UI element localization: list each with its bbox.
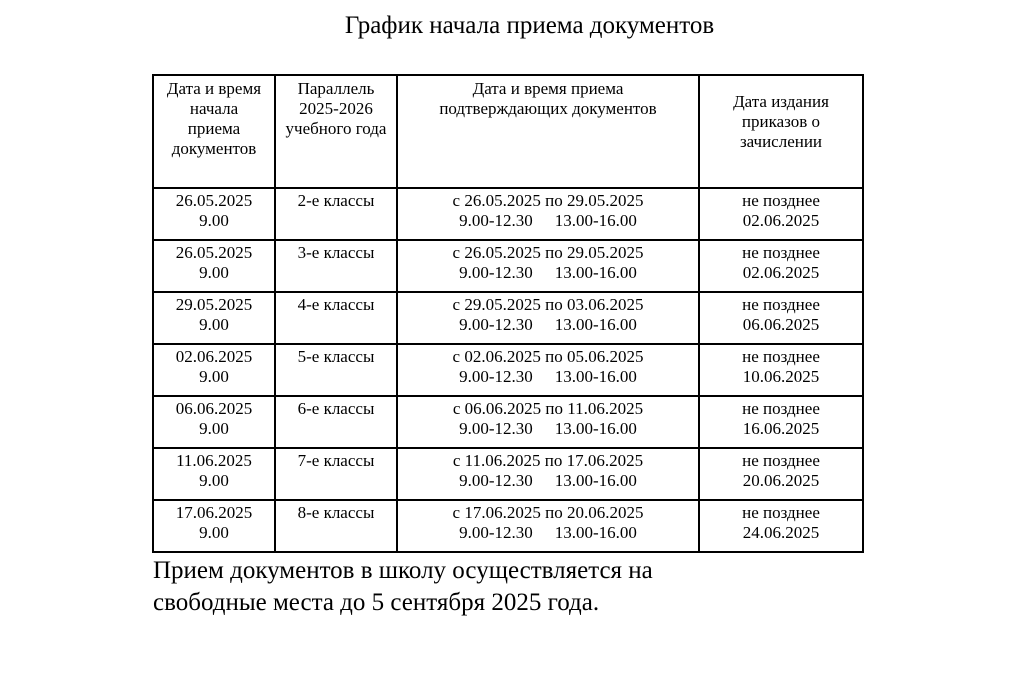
hours-morning: 9.00-12.30 (459, 471, 533, 490)
order-date: 02.06.2025 (742, 263, 820, 282)
cell-order (699, 240, 863, 292)
grade: 5-е классы (297, 347, 375, 366)
start-time: 9.00 (199, 211, 229, 230)
hours (398, 471, 698, 491)
table-row (153, 396, 863, 448)
header-line: документов (171, 139, 257, 158)
hours-afternoon: 13.00-16.00 (554, 211, 637, 230)
hours (398, 367, 698, 387)
table-row (153, 344, 863, 396)
cell-start (153, 500, 275, 552)
table-row (153, 500, 863, 552)
hours-afternoon: 13.00-16.00 (554, 419, 637, 438)
header-period (397, 75, 699, 188)
cell-period (397, 188, 699, 240)
grade: 4-е классы (297, 295, 375, 314)
cell-start (153, 396, 275, 448)
start-date: 26.05.2025 (175, 191, 253, 210)
order-prefix: не позднее (742, 243, 820, 262)
cell-grade (275, 396, 397, 448)
header-line: Дата и время (166, 79, 262, 98)
hours-afternoon: 13.00-16.00 (554, 523, 637, 542)
header-line: начала (189, 99, 239, 118)
hours (398, 315, 698, 335)
header-start-date (153, 75, 275, 188)
note-line-1: Прием документов в школу осуществляется на (153, 557, 653, 584)
cell-grade (275, 500, 397, 552)
hours-morning: 9.00-12.30 (459, 263, 533, 282)
header-line: зачислении (739, 132, 823, 151)
cell-period (397, 448, 699, 500)
header-line: учебного года (285, 119, 387, 138)
cell-grade (275, 240, 397, 292)
order-date: 10.06.2025 (742, 367, 820, 386)
header-order-date (699, 75, 863, 188)
page-title: График начала приема документов (344, 12, 715, 39)
start-time: 9.00 (199, 367, 229, 386)
hours-morning: 9.00-12.30 (459, 419, 533, 438)
period: с 06.06.2025 по 11.06.2025 (452, 399, 644, 418)
order-prefix: не позднее (742, 451, 820, 470)
cell-period (397, 344, 699, 396)
table-header-row (153, 75, 863, 188)
cell-order (699, 448, 863, 500)
order-date: 06.06.2025 (742, 315, 820, 334)
order-prefix: не позднее (742, 347, 820, 366)
period: с 26.05.2025 по 29.05.2025 (452, 191, 644, 210)
hours-morning: 9.00-12.30 (459, 211, 533, 230)
cell-order (699, 292, 863, 344)
cell-order (699, 188, 863, 240)
period: с 11.06.2025 по 17.06.2025 (452, 451, 644, 470)
cell-grade (275, 448, 397, 500)
hours-morning: 9.00-12.30 (459, 523, 533, 542)
table-row (153, 188, 863, 240)
start-time: 9.00 (199, 523, 229, 542)
cell-period (397, 240, 699, 292)
order-date: 16.06.2025 (742, 419, 820, 438)
hours (398, 211, 698, 231)
table-row (153, 240, 863, 292)
cell-period (397, 500, 699, 552)
cell-period (397, 396, 699, 448)
table-row (153, 448, 863, 500)
start-time: 9.00 (199, 315, 229, 334)
hours-afternoon: 13.00-16.00 (554, 367, 637, 386)
header-line: 2025-2026 (299, 99, 373, 118)
grade: 6-е классы (297, 399, 375, 418)
cell-order (699, 396, 863, 448)
hours (398, 263, 698, 283)
cell-grade (275, 188, 397, 240)
order-prefix: не позднее (742, 191, 820, 210)
header-line: Дата и время приема (472, 79, 624, 98)
cell-start (153, 292, 275, 344)
cell-start (153, 240, 275, 292)
cell-start (153, 448, 275, 500)
hours (398, 523, 698, 543)
period: с 29.05.2025 по 03.06.2025 (452, 295, 644, 314)
cell-grade (275, 344, 397, 396)
start-date: 02.06.2025 (175, 347, 253, 366)
cell-start (153, 188, 275, 240)
cell-order (699, 344, 863, 396)
header-line: приказов о (741, 112, 821, 131)
start-date: 06.06.2025 (175, 399, 253, 418)
start-date: 17.06.2025 (175, 503, 253, 522)
grade: 8-е классы (297, 503, 375, 522)
order-prefix: не позднее (742, 295, 820, 314)
cell-period (397, 292, 699, 344)
order-date: 20.06.2025 (742, 471, 820, 490)
cell-start (153, 344, 275, 396)
order-date: 02.06.2025 (742, 211, 820, 230)
header-line: подтверждающих документов (439, 99, 657, 118)
hours-morning: 9.00-12.30 (459, 315, 533, 334)
header-line: Дата издания (733, 92, 829, 111)
start-time: 9.00 (199, 263, 229, 282)
note-line-2: свободные места до 5 сентября 2025 года. (153, 589, 600, 616)
grade: 3-е классы (297, 243, 375, 262)
hours (398, 419, 698, 439)
grade: 2-е классы (297, 191, 375, 210)
order-date: 24.06.2025 (742, 523, 820, 542)
period: с 26.05.2025 по 29.05.2025 (452, 243, 644, 262)
start-time: 9.00 (199, 471, 229, 490)
header-line: приема (187, 119, 241, 138)
table-row (153, 292, 863, 344)
start-date: 29.05.2025 (175, 295, 253, 314)
schedule-table (152, 74, 864, 553)
hours-morning: 9.00-12.30 (459, 367, 533, 386)
start-time: 9.00 (199, 419, 229, 438)
grade: 7-е классы (297, 451, 375, 470)
hours-afternoon: 13.00-16.00 (554, 263, 637, 282)
hours-afternoon: 13.00-16.00 (554, 315, 637, 334)
header-line: Параллель (297, 79, 375, 98)
header-grade (275, 75, 397, 188)
period: с 02.06.2025 по 05.06.2025 (452, 347, 644, 366)
cell-order (699, 500, 863, 552)
order-prefix: не позднее (742, 399, 820, 418)
cell-grade (275, 292, 397, 344)
start-date: 26.05.2025 (175, 243, 253, 262)
hours-afternoon: 13.00-16.00 (554, 471, 637, 490)
start-date: 11.06.2025 (176, 451, 252, 470)
admission-note (153, 555, 653, 619)
order-prefix: не позднее (742, 503, 820, 522)
period: с 17.06.2025 по 20.06.2025 (452, 503, 644, 522)
